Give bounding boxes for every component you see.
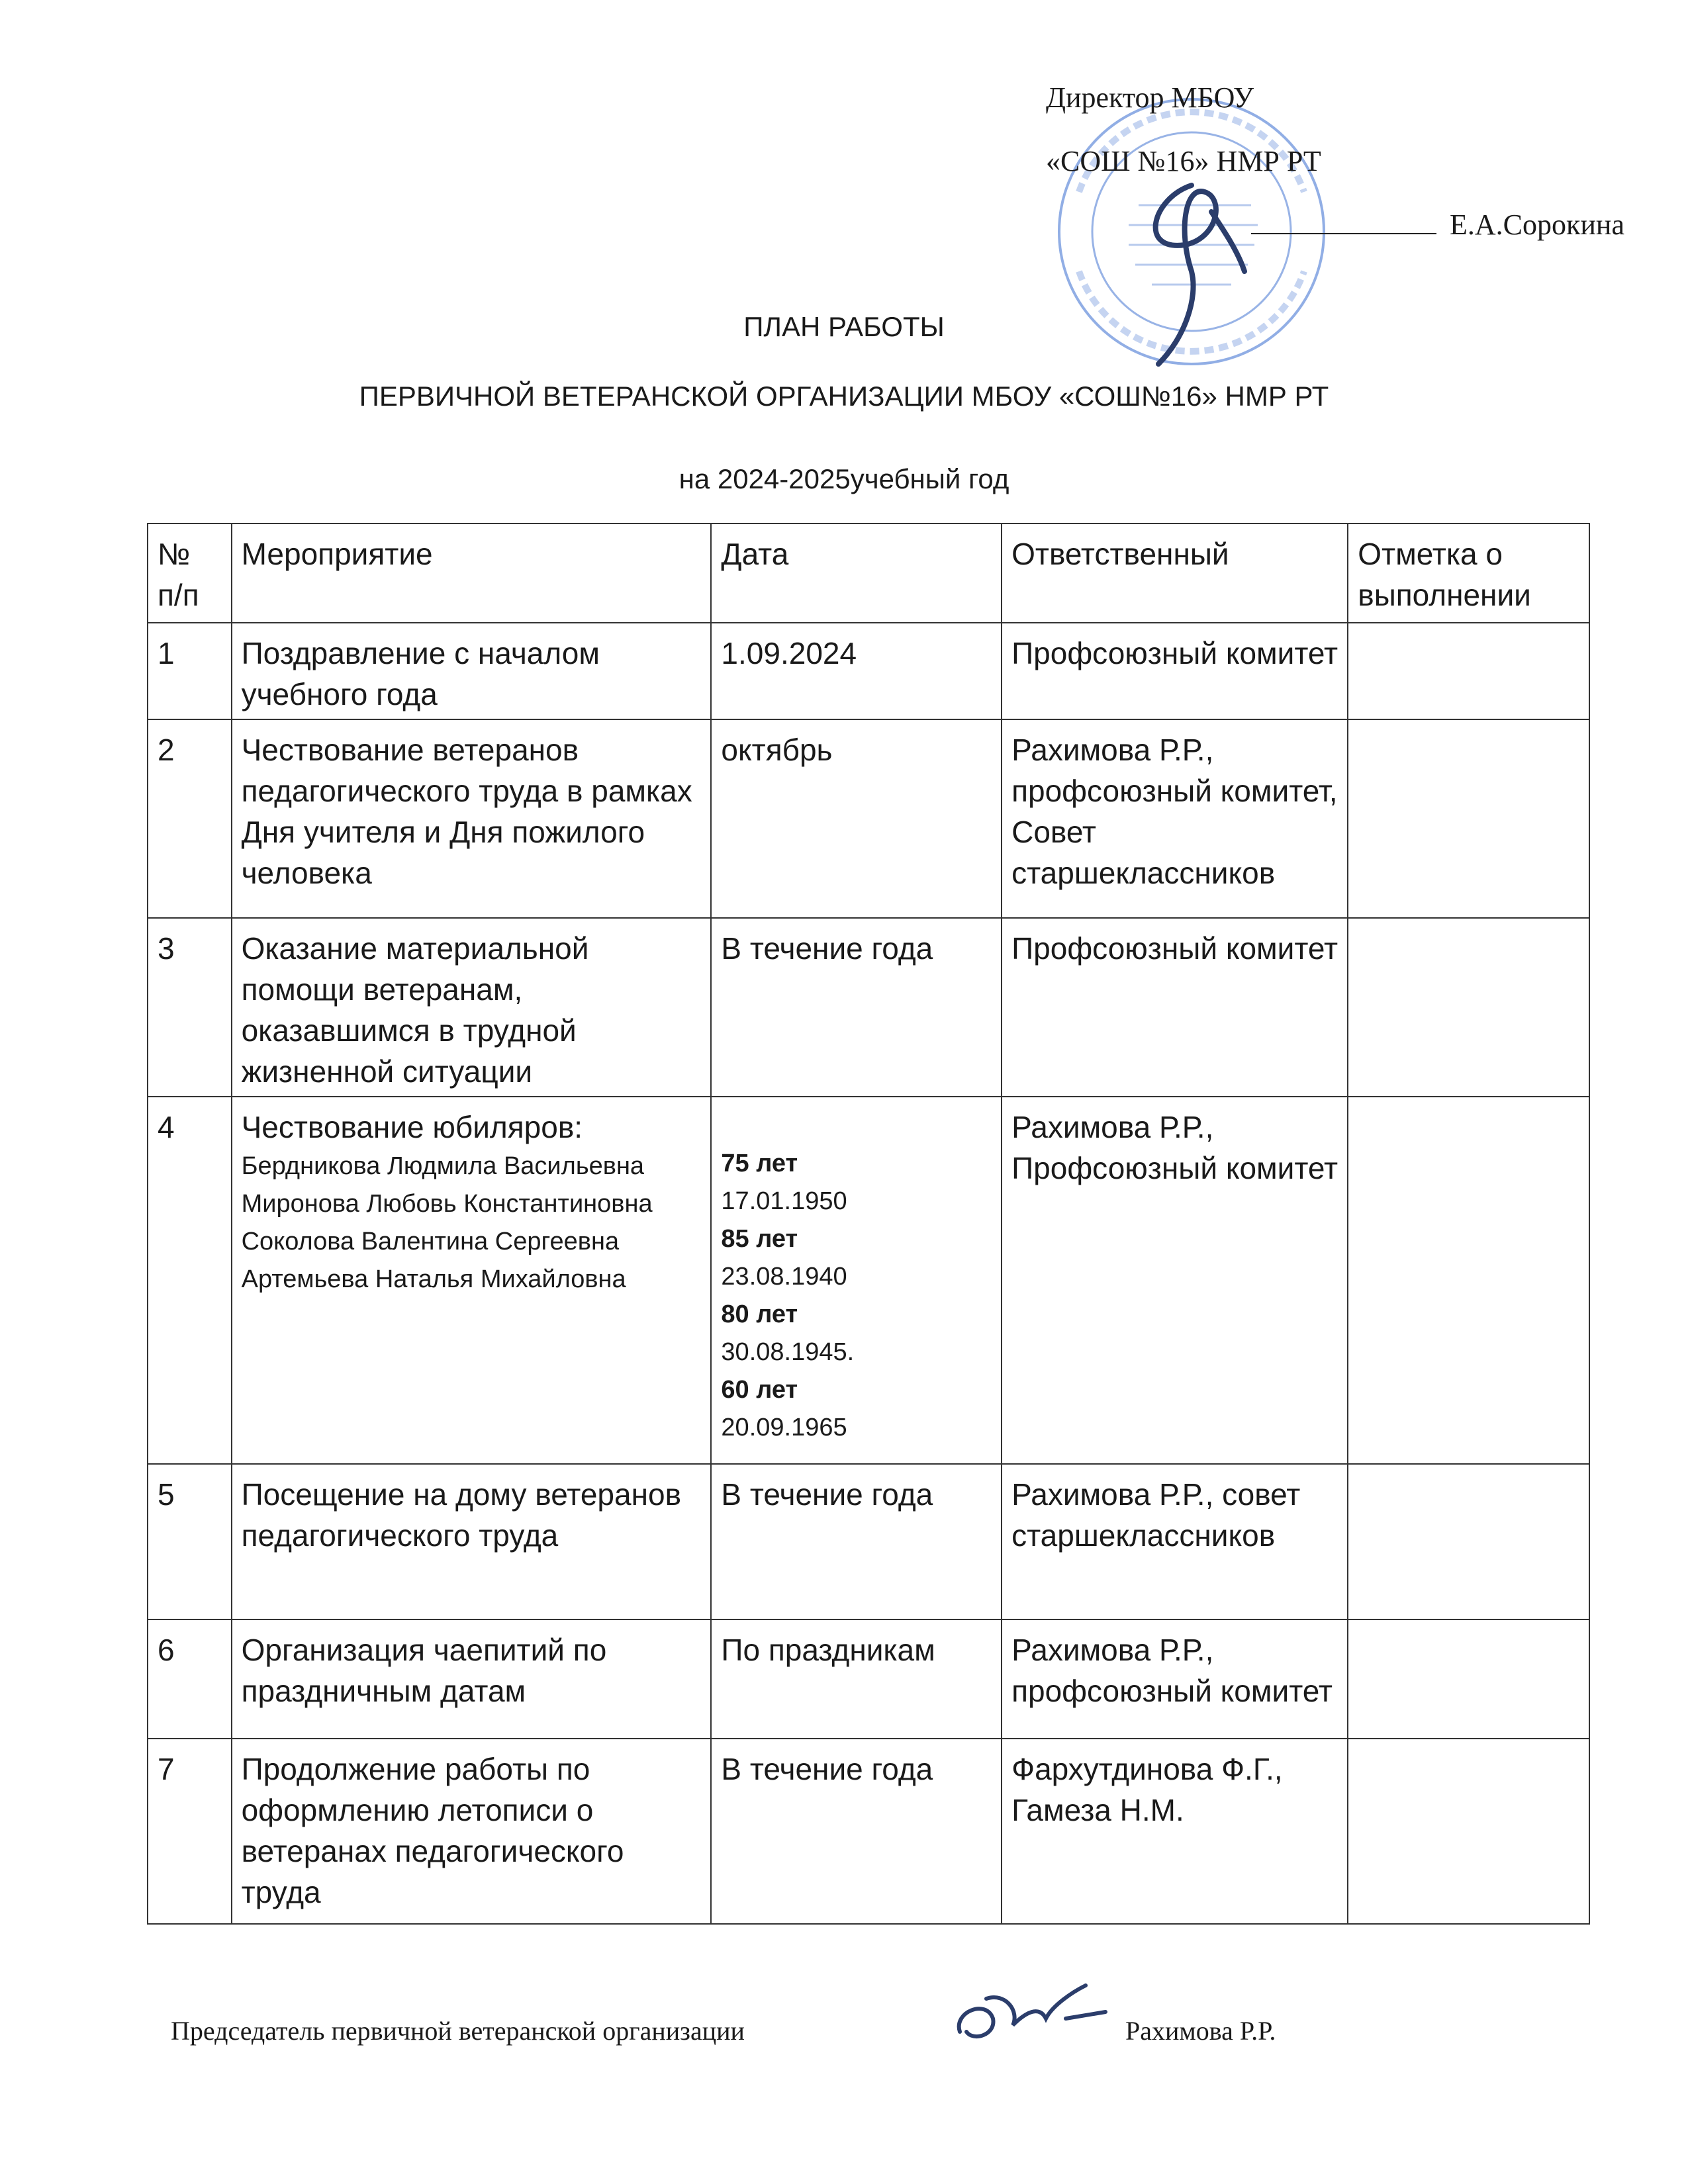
jubilee-age: 85 лет [721, 1225, 798, 1253]
row-responsible: Рахимова Р.Р., профсоюзный комитет [1002, 1619, 1348, 1739]
row-number: 3 [148, 918, 232, 1097]
row-event: Продолжение работы по оформлению летописи о ветеранах педагогического труда [232, 1739, 712, 1924]
table-row [148, 1097, 1589, 1464]
jubilee-birth: 17.01.1950 [721, 1187, 847, 1215]
table-row [148, 1464, 1589, 1619]
row-number: 7 [148, 1739, 232, 1924]
plan-year: на 2024-2025учебный год [679, 463, 1009, 494]
jubilee-name: Миронова Любовь Константиновна [241, 1190, 653, 1218]
row-event: Посещение на дому ветеранов педагогического труда [232, 1464, 712, 1619]
row-responsible: Рахимова Р.Р., Профсоюзный комитет [1002, 1097, 1348, 1464]
row-responsible: Рахимова Р.Р., совет старшеклассников [1002, 1464, 1348, 1619]
row-mark [1348, 623, 1589, 719]
approval-school: «СОШ №16» НМР РТ [1046, 145, 1321, 177]
row-number: 6 [148, 1619, 232, 1739]
row-event: Организация чаепитий по праздничным датам [232, 1619, 712, 1739]
jubilee-name: Артемьева Наталья Михайловна [241, 1265, 626, 1293]
table-row [148, 623, 1589, 719]
plan-table [147, 523, 1590, 1925]
row-number: 5 [148, 1464, 232, 1619]
row-responsible: Профсоюзный комитет [1002, 623, 1348, 719]
footer-position: Председатель первичной ветеранской организации [171, 2016, 745, 2046]
row-number: 4 [148, 1097, 232, 1464]
row-mark [1348, 1619, 1589, 1739]
approval-signer-line [1046, 193, 1624, 257]
row-mark [1348, 1464, 1589, 1619]
row-event: Поздравление с началом учебного года [232, 623, 712, 719]
jubilee-name: Бердникова Людмила Васильевна [241, 1152, 645, 1180]
header-number: № п/п [148, 523, 232, 623]
table-header-row [148, 523, 1589, 623]
row-mark [1348, 918, 1589, 1097]
jubilee-age: 80 лет [721, 1300, 798, 1328]
header-responsible: Ответственный [1002, 523, 1348, 623]
footer-name: Рахимова Р.Р. [1125, 2016, 1276, 2046]
table-row [148, 918, 1589, 1097]
jubilee-birth: 30.08.1945. [721, 1338, 855, 1366]
row-date: В течение года [711, 1464, 1002, 1619]
header-event: Мероприятие [232, 523, 712, 623]
table-row [148, 719, 1589, 918]
row-date: В течение года [711, 1739, 1002, 1924]
jubilee-age: 75 лет [721, 1150, 798, 1177]
row-date: В течение года [711, 918, 1002, 1097]
row-number: 1 [148, 623, 232, 719]
row-responsible: Профсоюзный комитет [1002, 918, 1348, 1097]
table-row [148, 1739, 1589, 1924]
row-event: Чествование ветеранов педагогического труда в рамках Дня учителя и Дня пожилого человека [232, 719, 712, 918]
row-mark [1348, 1097, 1589, 1464]
signature-rule [1251, 233, 1436, 234]
row-event: Оказание материальной помощи ветеранам, оказавшимся в трудной жизненной ситуации [232, 918, 712, 1097]
row-mark [1348, 1739, 1589, 1924]
row-event: Чествование юбиляров: [241, 1110, 583, 1144]
row-date: 1.09.2024 [711, 623, 1002, 719]
approval-signer: Е.А.Сорокина [1450, 208, 1624, 241]
approval-block [1046, 66, 1624, 257]
row-mark [1348, 719, 1589, 918]
jubilee-name: Соколова Валентина Сергеевна [241, 1228, 620, 1255]
approval-position: Директор МБОУ [1046, 81, 1254, 114]
header-mark: Отметка о выполнении [1348, 523, 1589, 623]
plan-title: ПЛАН РАБОТЫ [743, 311, 945, 342]
row-date-jubilees [711, 1097, 1002, 1464]
header-date: Дата [711, 523, 1002, 623]
table-row [148, 1619, 1589, 1739]
jubilee-birth: 20.09.1965 [721, 1414, 847, 1441]
row-event-jubilees [232, 1097, 712, 1464]
row-date: октябрь [711, 719, 1002, 918]
row-responsible: Фархутдинова Ф.Г., Гамеза Н.М. [1002, 1739, 1348, 1924]
row-date: По праздникам [711, 1619, 1002, 1739]
jubilee-age: 60 лет [721, 1376, 798, 1404]
chairman-signature [947, 1972, 1119, 2052]
row-number: 2 [148, 719, 232, 918]
plan-subtitle: ПЕРВИЧНОЙ ВЕТЕРАНСКОЙ ОРГАНИЗАЦИИ МБОУ «СОШ№16» НМР РТ [359, 381, 1329, 412]
row-responsible: Рахимова Р.Р., профсоюзный комитет, Совет старшеклассников [1002, 719, 1348, 918]
jubilee-birth: 23.08.1940 [721, 1263, 847, 1291]
